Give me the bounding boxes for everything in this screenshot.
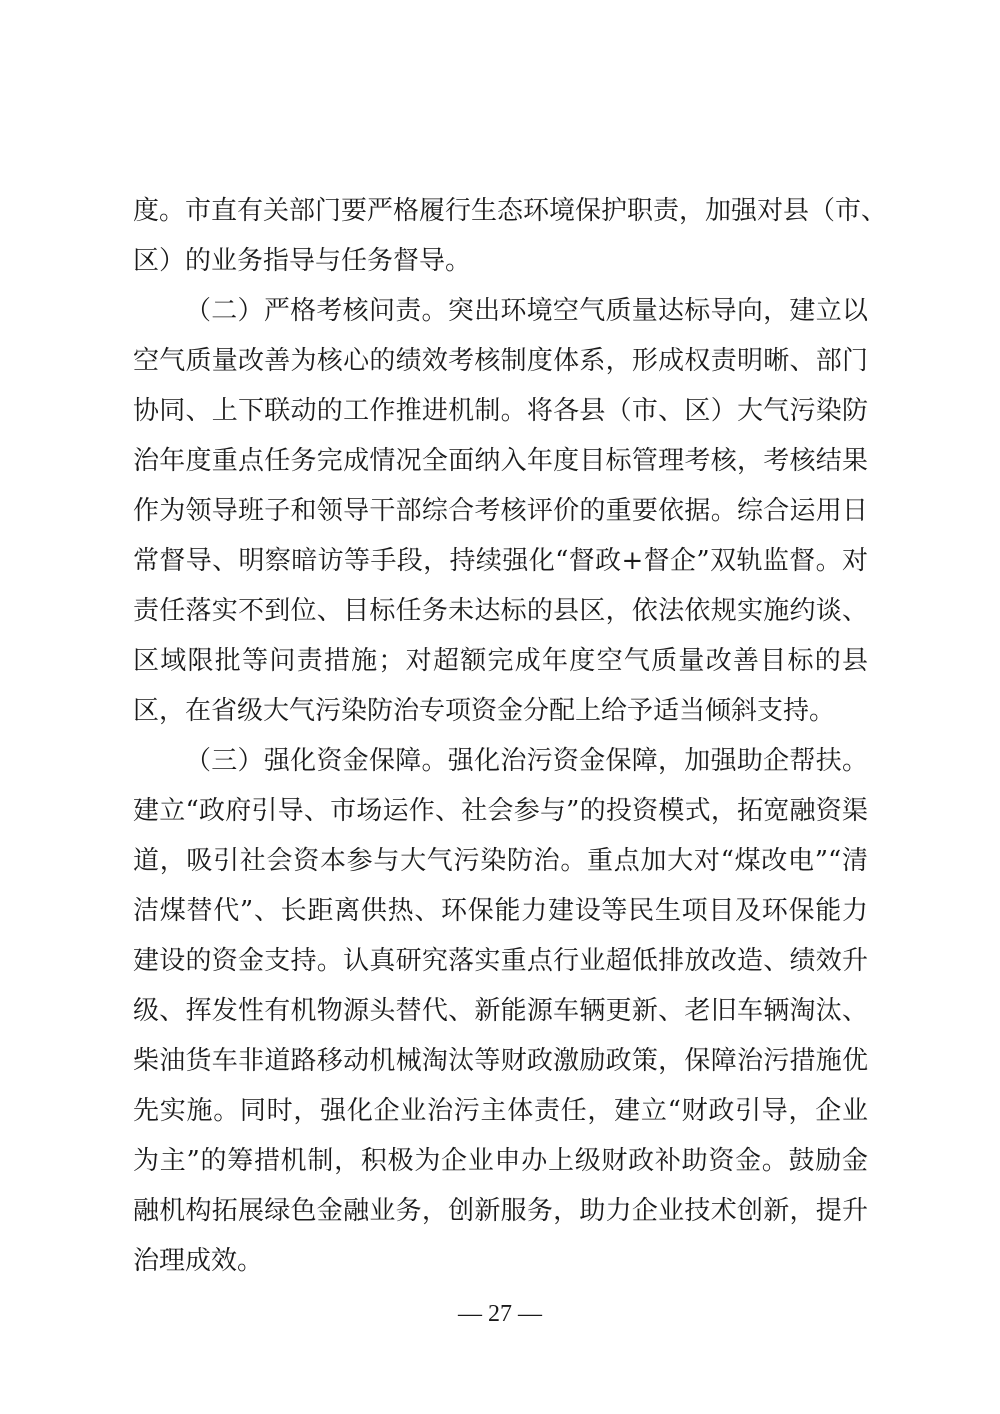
page-number: — 27 — <box>458 1301 542 1327</box>
paragraph-line: 作为领导班子和领导干部综合考核评价的重要依据。综合运用日 <box>133 496 868 526</box>
paragraph-line: 协同、上下联动的工作推进机制。将各县（市、区）大气污染防 <box>133 396 868 426</box>
paragraph-line: 区域限批等问责措施；对超额完成年度空气质量改善目标的县 <box>133 646 868 676</box>
paragraph-line: 常督导、明察暗访等手段，持续强化“督政+督企”双轨监督。对 <box>133 546 868 576</box>
paragraph-line: 先实施。同时，强化企业治污主体责任，建立“财政引导，企业 <box>133 1096 868 1126</box>
paragraph-line: 区，在省级大气污染防治专项资金分配上给予适当倾斜支持。 <box>133 696 836 726</box>
section-heading-line: （二）严格考核问责。突出环境空气质量达标导向，建立以 <box>185 296 868 326</box>
paragraph-line: 为主”的筹措机制，积极为企业申办上级财政补助资金。鼓励金 <box>133 1146 868 1176</box>
paragraph-line: 融机构拓展绿色金融业务，创新服务，助力企业技术创新，提升 <box>133 1196 868 1226</box>
paragraph-line: 洁煤替代”、长距离供热、环保能力建设等民生项目及环保能力 <box>133 896 868 926</box>
paragraph-line: 建立“政府引导、市场运作、社会参与”的投资模式，拓宽融资渠 <box>133 796 868 826</box>
paragraph-line: 建设的资金支持。认真研究落实重点行业超低排放改造、绩效升 <box>133 946 868 976</box>
paragraph-line: 治年度重点任务完成情况全面纳入年度目标管理考核，考核结果 <box>133 446 868 476</box>
paragraph-line: 道，吸引社会资本参与大气污染防治。重点加大对“煤改电”“清 <box>133 846 868 876</box>
paragraph-line: 治理成效。 <box>133 1246 264 1276</box>
paragraph-line: 度。市直有关部门要严格履行生态环境保护职责，加强对县（市、 <box>133 196 888 226</box>
paragraph-line: 级、挥发性有机物源头替代、新能源车辆更新、老旧车辆淘汰、 <box>133 996 868 1026</box>
paragraph-line: 责任落实不到位、目标任务未达标的县区，依法依规实施约谈、 <box>133 596 868 626</box>
section-heading-line: （三）强化资金保障。强化治污资金保障，加强助企帮扶。 <box>185 746 868 776</box>
paragraph-line: 空气质量改善为核心的绩效考核制度体系，形成权责明晰、部门 <box>133 346 868 376</box>
paragraph-line: 柴油货车非道路移动机械淘汰等财政激励政策，保障治污措施优 <box>133 1046 868 1076</box>
paragraph-line: 区）的业务指导与任务督导。 <box>133 246 472 276</box>
